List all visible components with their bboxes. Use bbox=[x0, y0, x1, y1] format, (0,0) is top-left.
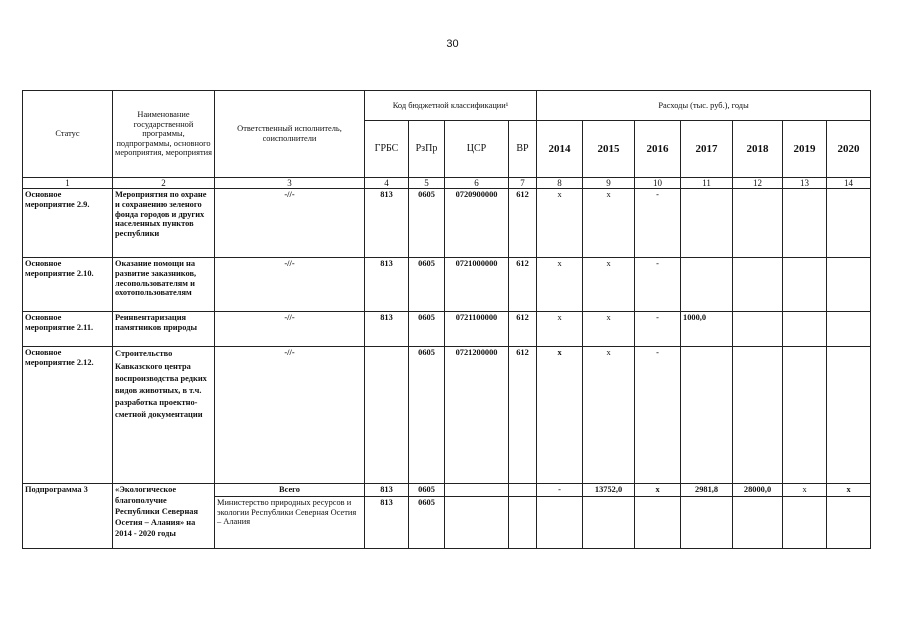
subprogram-total-2016: х bbox=[635, 484, 681, 497]
column-number: 2 bbox=[113, 178, 215, 189]
header-code-vr: ВР bbox=[509, 121, 537, 178]
row-2015: х bbox=[583, 189, 635, 258]
subprogram-total-2017: 2981,8 bbox=[681, 484, 733, 497]
empty-cell bbox=[783, 497, 827, 549]
subprogram-total-row bbox=[23, 484, 871, 497]
row-2016: - bbox=[635, 258, 681, 312]
header-name: Наименование государственной программы, подпрограммы, основного мероприятия, мероприятия bbox=[113, 91, 215, 178]
row-2020 bbox=[827, 347, 871, 484]
header-executor: Ответственный исполнитель, соисполнители bbox=[215, 91, 365, 178]
row-2014: х bbox=[537, 189, 583, 258]
row-grbs: 813 bbox=[365, 258, 409, 312]
subprogram-ministry-rzpr: 0605 bbox=[409, 497, 445, 549]
row-2019 bbox=[783, 258, 827, 312]
row-2014: х bbox=[537, 258, 583, 312]
subprogram-total-vr bbox=[509, 484, 537, 497]
empty-cell bbox=[681, 497, 733, 549]
empty-cell bbox=[583, 497, 635, 549]
empty-cell bbox=[537, 497, 583, 549]
row-status: Основное мероприятие 2.10. bbox=[23, 258, 113, 312]
row-2015: х bbox=[583, 258, 635, 312]
row-2018 bbox=[733, 312, 783, 347]
row-2014: х bbox=[537, 347, 583, 484]
header-code-grbs: ГРБС bbox=[365, 121, 409, 178]
row-2020 bbox=[827, 258, 871, 312]
header-code-rzpr: РзПр bbox=[409, 121, 445, 178]
row-2015: х bbox=[583, 347, 635, 484]
row-2018 bbox=[733, 347, 783, 484]
subprogram-total-2018: 28000,0 bbox=[733, 484, 783, 497]
row-2017 bbox=[681, 347, 733, 484]
row-name: Реинвентаризация памятников природы bbox=[113, 312, 215, 347]
row-name: Строительство Кавказского центра воспроизводства редких видов животных, в т.ч. разработка проектно-сметной документации bbox=[113, 347, 215, 484]
row-status: Основное мероприятие 2.12. bbox=[23, 347, 113, 484]
row-rzpr: 0605 bbox=[409, 347, 445, 484]
column-number: 14 bbox=[827, 178, 871, 189]
empty-cell bbox=[509, 497, 537, 549]
row-2016: - bbox=[635, 347, 681, 484]
subprogram-total-executor: Всего bbox=[215, 484, 365, 497]
row-status: Основное мероприятие 2.9. bbox=[23, 189, 113, 258]
row-2017: 1000,0 bbox=[681, 312, 733, 347]
column-number: 13 bbox=[783, 178, 827, 189]
row-2020 bbox=[827, 189, 871, 258]
header-expenses: Расходы (тыс. руб.), годы bbox=[537, 91, 871, 121]
row-2019 bbox=[783, 189, 827, 258]
row-vr: 612 bbox=[509, 347, 537, 484]
column-number: 12 bbox=[733, 178, 783, 189]
row-csr: 0720900000 bbox=[445, 189, 509, 258]
subprogram-total-2014: - bbox=[537, 484, 583, 497]
row-2014: х bbox=[537, 312, 583, 347]
table-row bbox=[23, 347, 871, 484]
header-classification: Код бюджетной классификации¹ bbox=[365, 91, 537, 121]
empty-cell bbox=[733, 497, 783, 549]
column-number: 7 bbox=[509, 178, 537, 189]
column-number: 10 bbox=[635, 178, 681, 189]
row-rzpr: 0605 bbox=[409, 312, 445, 347]
subprogram-name: «Экологическое благополучие Республики Северная Осетия – Алания» на 2014 - 2020 годы bbox=[113, 484, 215, 549]
subprogram-ministry-executor: Министерство природных ресурсов и экологии Республики Северная Осетия – Алания bbox=[215, 497, 365, 549]
header-status: Статус bbox=[23, 91, 113, 178]
row-csr: 0721200000 bbox=[445, 347, 509, 484]
row-executor: -//- bbox=[215, 312, 365, 347]
empty-cell bbox=[445, 497, 509, 549]
row-csr: 0721000000 bbox=[445, 258, 509, 312]
header-year-2020: 2020 bbox=[827, 121, 871, 178]
row-2016: - bbox=[635, 189, 681, 258]
column-number: 11 bbox=[681, 178, 733, 189]
header-row-1 bbox=[23, 91, 871, 121]
budget-table bbox=[22, 90, 871, 549]
empty-cell bbox=[635, 497, 681, 549]
column-number: 1 bbox=[23, 178, 113, 189]
row-grbs: 813 bbox=[365, 189, 409, 258]
row-executor: -//- bbox=[215, 189, 365, 258]
header-code-csr: ЦСР bbox=[445, 121, 509, 178]
subprogram-total-2015: 13752,0 bbox=[583, 484, 635, 497]
table-row bbox=[23, 312, 871, 347]
subprogram-total-2020: х bbox=[827, 484, 871, 497]
row-2018 bbox=[733, 258, 783, 312]
column-number-row bbox=[23, 178, 871, 189]
row-vr: 612 bbox=[509, 312, 537, 347]
row-2020 bbox=[827, 312, 871, 347]
row-2015: х bbox=[583, 312, 635, 347]
row-name: Оказание помощи на развитие заказников, лесопользователям и охотопользователям bbox=[113, 258, 215, 312]
header-year-2019: 2019 bbox=[783, 121, 827, 178]
row-executor: -//- bbox=[215, 347, 365, 484]
header-year-2017: 2017 bbox=[681, 121, 733, 178]
row-csr: 0721100000 bbox=[445, 312, 509, 347]
column-number: 9 bbox=[583, 178, 635, 189]
empty-cell bbox=[827, 497, 871, 549]
row-2017 bbox=[681, 189, 733, 258]
row-rzpr: 0605 bbox=[409, 258, 445, 312]
row-2016: - bbox=[635, 312, 681, 347]
header-year-2018: 2018 bbox=[733, 121, 783, 178]
column-number: 5 bbox=[409, 178, 445, 189]
page-number: 30 bbox=[446, 38, 459, 50]
subprogram-total-csr bbox=[445, 484, 509, 497]
row-vr: 612 bbox=[509, 258, 537, 312]
row-executor: -//- bbox=[215, 258, 365, 312]
row-2017 bbox=[681, 258, 733, 312]
row-2018 bbox=[733, 189, 783, 258]
table-row bbox=[23, 258, 871, 312]
row-name: Мероприятия по охране и сохранению зеленого фонда городов и других населенных пунктов республики bbox=[113, 189, 215, 258]
subprogram-total-grbs: 813 bbox=[365, 484, 409, 497]
subprogram-status: Подпрограмма 3 bbox=[23, 484, 113, 549]
column-number: 6 bbox=[445, 178, 509, 189]
row-vr: 612 bbox=[509, 189, 537, 258]
table-row bbox=[23, 189, 871, 258]
header-year-2015: 2015 bbox=[583, 121, 635, 178]
subprogram-total-2019: х bbox=[783, 484, 827, 497]
header-year-2016: 2016 bbox=[635, 121, 681, 178]
subprogram-ministry-grbs: 813 bbox=[365, 497, 409, 549]
column-number: 4 bbox=[365, 178, 409, 189]
row-grbs bbox=[365, 347, 409, 484]
row-rzpr: 0605 bbox=[409, 189, 445, 258]
row-2019 bbox=[783, 312, 827, 347]
row-2019 bbox=[783, 347, 827, 484]
row-status: Основное мероприятие 2.11. bbox=[23, 312, 113, 347]
row-grbs: 813 bbox=[365, 312, 409, 347]
header-year-2014: 2014 bbox=[537, 121, 583, 178]
subprogram-total-rzpr: 0605 bbox=[409, 484, 445, 497]
column-number: 8 bbox=[537, 178, 583, 189]
column-number: 3 bbox=[215, 178, 365, 189]
